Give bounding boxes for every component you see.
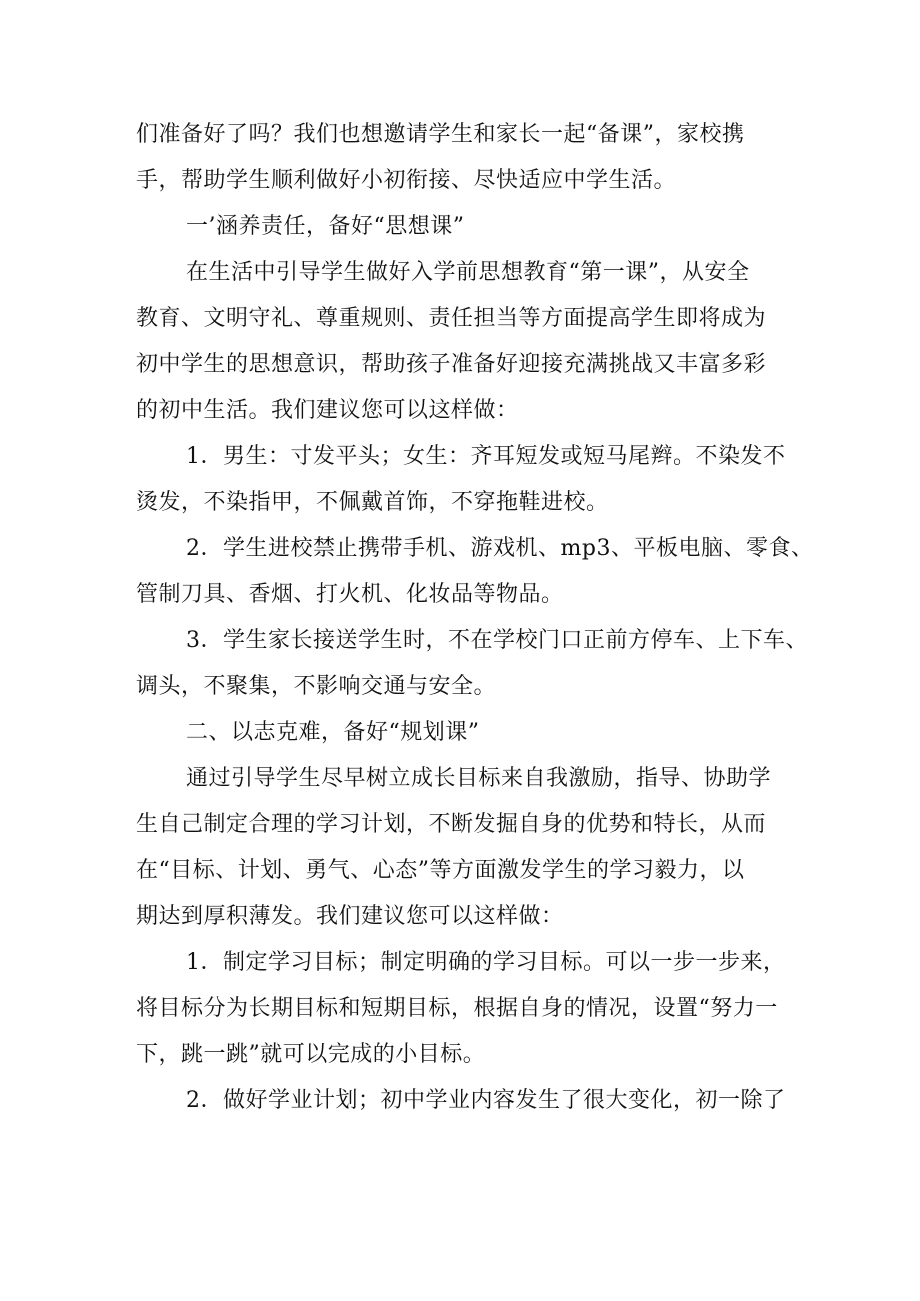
text-line: 调头，不聚集，不影响交通与安全。 bbox=[136, 674, 497, 699]
text-line: 生自己制定合理的学习计划，不断发掘自身的优势和特长，从而 bbox=[136, 812, 767, 837]
document-body bbox=[136, 112, 816, 1124]
text-line: 2．学生进校禁止携带手机、游戏机、mp3、平板电脑、零食、 bbox=[186, 536, 814, 561]
section-2-item-1 bbox=[136, 940, 816, 1078]
text-line: 烫发，不染指甲，不佩戴首饰，不穿拖鞋进校。 bbox=[136, 490, 609, 515]
text-line: 二、以志克难，备好“规划课” bbox=[186, 720, 480, 745]
section-heading-2 bbox=[136, 710, 816, 756]
section-2-item-2 bbox=[136, 1078, 816, 1124]
text-line: 期达到厚积薄发。我们建议您可以这样做： bbox=[136, 904, 564, 929]
text-line: 下，跳一跳”就可以完成的小目标。 bbox=[136, 1042, 486, 1067]
text-line: 1．男生：寸发平头；女生：齐耳短发或短马尾辫。不染发不 bbox=[186, 444, 786, 469]
text-line: 1．制定学习目标；制定明确的学习目标。可以一步一步来， bbox=[186, 950, 786, 975]
text-line: 2．做好学业计划；初中学业内容发生了很大变化，初一除了 bbox=[186, 1088, 786, 1113]
text-line: 初中学生的思想意识，帮助孩子准备好迎接充满挑战又丰富多彩 bbox=[136, 352, 767, 377]
text-line: 3．学生家长接送学生时，不在学校门口正前方停车、上下车、 bbox=[186, 628, 808, 653]
text-line: 管制刀具、香烟、打火机、化妆品等物品。 bbox=[136, 582, 564, 607]
section-1-item-3 bbox=[136, 618, 816, 710]
text-line: 教育、文明守礼、尊重规则、责任担当等方面提高学生即将成为 bbox=[136, 306, 767, 331]
section-1-body bbox=[136, 250, 816, 434]
text-line: 们准备好了吗？我们也想邀请学生和家长一起“备课”，家校携 bbox=[136, 122, 745, 147]
text-line: 通过引导学生尽早树立成长目标来自我激励，指导、协助学 bbox=[186, 766, 772, 791]
intro-paragraph bbox=[136, 112, 816, 204]
text-line: 一’涵养责任，备好“思想课” bbox=[186, 214, 465, 239]
text-line: 在“目标、计划、勇气、心态”等方面激发学生的学习毅力，以 bbox=[136, 858, 745, 883]
text-line: 手，帮助学生顺利做好小初衔接、尽快适应中学生活。 bbox=[136, 168, 677, 193]
section-1-item-2 bbox=[136, 526, 816, 618]
text-line: 将目标分为长期目标和短期目标，根据自身的情况，设置“努力一 bbox=[136, 996, 778, 1021]
section-2-body bbox=[136, 756, 816, 940]
text-line: 的初中生活。我们建议您可以这样做： bbox=[136, 398, 519, 423]
text-line: 在生活中引导学生做好入学前思想教育“第一课”，从安全 bbox=[186, 260, 750, 285]
section-heading-1 bbox=[136, 204, 816, 250]
section-1-item-1 bbox=[136, 434, 816, 526]
